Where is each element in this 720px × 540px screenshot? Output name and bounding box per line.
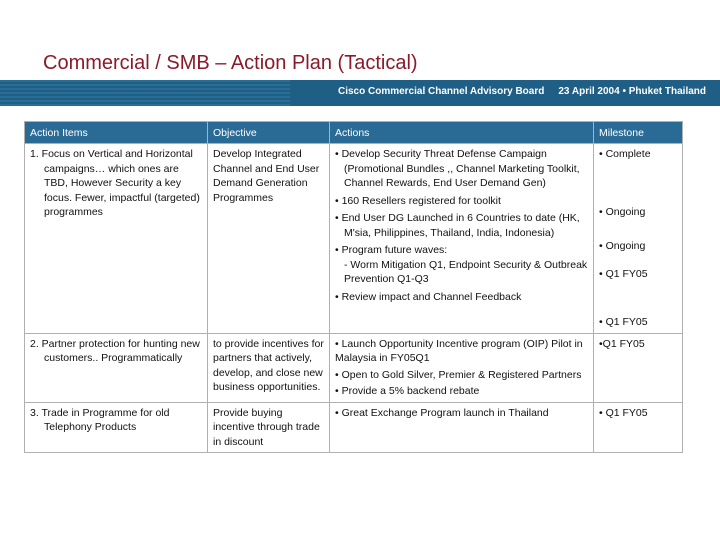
milestone-item: • Q1 FY05 [599, 268, 648, 280]
action-bullet: • Review impact and Channel Feedback [335, 290, 522, 303]
action-plan-table [24, 121, 683, 453]
banner-location: Phuket Thailand [628, 86, 706, 97]
action-item-cell [25, 402, 208, 453]
milestone-item: •Q1 FY05 [599, 337, 645, 350]
header-objective: Objective [208, 122, 330, 144]
action-bullet: • Great Exchange Program launch in Thailand [335, 406, 549, 419]
table-header-row [25, 122, 683, 144]
objective-cell: Provide buying incentive through trade in discount [208, 402, 330, 453]
action-bullet: • Open to Gold Silver, Premier & Registered Partners [335, 368, 582, 381]
action-bullet: • Develop Security Threat Defense Campaign (Promotional Bundles ,, Channel Marketing Toolkit, Channel Rewards, End User Demand Gen) [335, 148, 580, 189]
objective-cell: to provide incentives for partners that actively, develop, and close new business opportunities. [208, 333, 330, 402]
action-item-text: 1. Focus on Vertical and Horizontal campaigns… which ones are TBD, However Security a key focus. Fewer, impactful (targeted) programmes [30, 148, 200, 218]
header-action-items: Action Items [25, 122, 208, 144]
action-item-cell [25, 144, 208, 334]
action-bullet: • Launch Opportunity Incentive program (OIP) Pilot in Malaysia in FY05Q1 [335, 337, 583, 364]
action-bullet: • 160 Resellers registered for toolkit [335, 194, 501, 207]
action-bullet: • Program future waves: [335, 244, 448, 256]
header-actions: Actions [330, 122, 594, 144]
milestone-item: • Q1 FY05 [599, 406, 648, 419]
header-milestone: Milestone [594, 122, 683, 144]
milestone-item: • Q1 FY05 [599, 316, 648, 328]
action-item-cell [25, 333, 208, 402]
action-item-text: 2. Partner protection for hunting new customers.. Programmatically [30, 337, 200, 364]
milestone-item: • Ongoing [599, 206, 646, 218]
table-row [25, 144, 683, 334]
actions-cell [330, 144, 594, 334]
banner-stripes [0, 80, 290, 106]
milestone-item: • Ongoing [599, 240, 646, 252]
milestone-cell [594, 144, 683, 334]
banner-event: Cisco Commercial Channel Advisory Board [337, 86, 545, 97]
milestone-cell [594, 402, 683, 453]
banner-date: 23 April 2004 [558, 86, 620, 97]
action-bullet: • End User DG Launched in 6 Countries to date (HK, M'sia, Philippines, Thailand, India, Indonesia) [335, 212, 580, 239]
table-row [25, 402, 683, 453]
table-row [25, 333, 683, 402]
action-bullet: • Provide a 5% backend rebate [335, 385, 480, 397]
actions-cell [330, 402, 594, 453]
actions-cell [330, 333, 594, 402]
action-sub-bullet: - Worm Mitigation Q1, Endpoint Security & Outbreak Prevention Q1-Q3 [344, 258, 588, 285]
milestone-cell [594, 333, 683, 402]
milestone-item: • Complete [599, 148, 651, 160]
objective-cell: Develop Integrated Channel and End User Demand Generation Programmes [208, 144, 330, 334]
page-title: Commercial / SMB – Action Plan (Tactical) [43, 52, 418, 74]
banner-separator: • [622, 86, 626, 97]
action-item-text: 3. Trade in Programme for old Telephony Products [30, 406, 170, 433]
banner-text [338, 86, 706, 97]
